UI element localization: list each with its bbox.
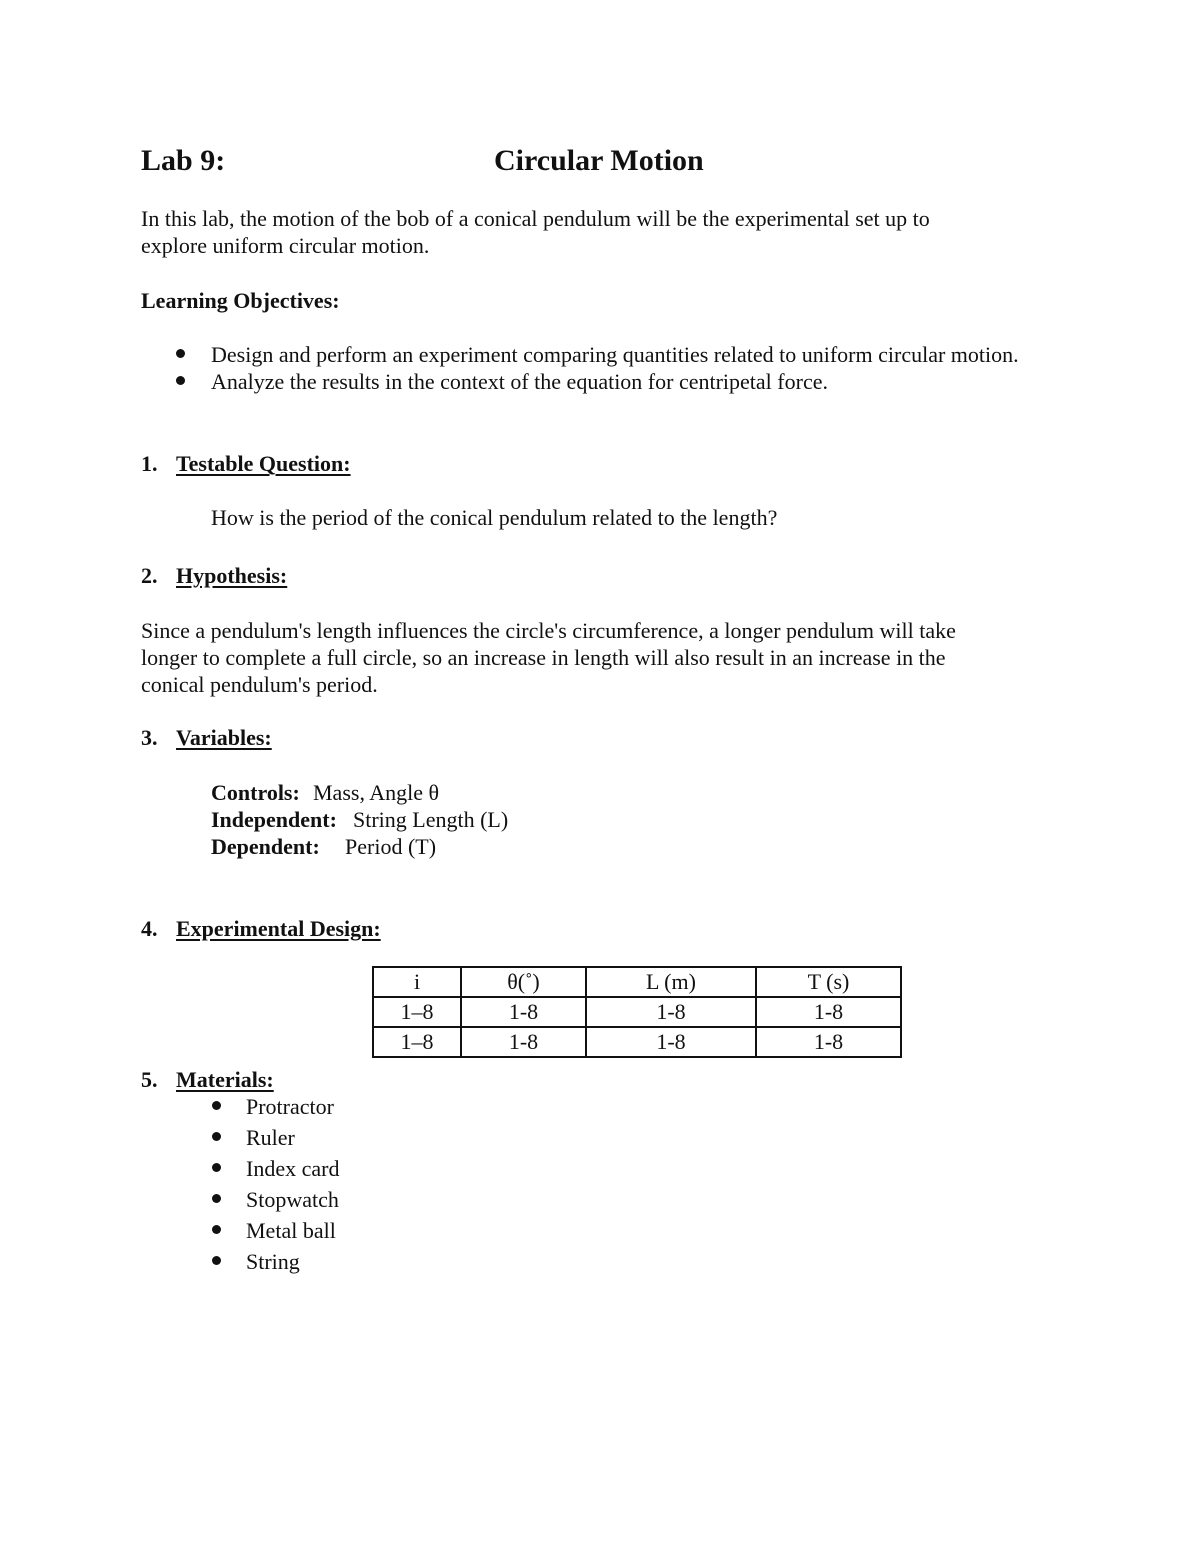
table-header-cell: L (m)	[586, 967, 756, 997]
experimental-design-table	[372, 966, 902, 1058]
table-cell: 1-8	[586, 1027, 756, 1057]
hypothesis-line-2: longer to complete a full circle, so an increase in length will also result in an increase in the	[141, 645, 946, 670]
experimental-design-heading: Experimental Design:	[176, 916, 381, 941]
bullet-icon	[212, 1132, 221, 1141]
table-row	[373, 1027, 901, 1057]
dependent-value: Period (T)	[345, 834, 437, 859]
objective-item: Analyze the results in the context of the equation for centripetal force.	[211, 369, 828, 394]
independent-label: Independent:	[211, 807, 337, 832]
bullet-icon	[212, 1163, 221, 1172]
bullet-icon	[212, 1256, 221, 1265]
intro-line-1: In this lab, the motion of the bob of a conical pendulum will be the experimental set up to	[141, 206, 930, 231]
bullet-icon	[212, 1225, 221, 1234]
hypothesis-line-3: conical pendulum's period.	[141, 672, 378, 697]
table-cell: 1-8	[756, 997, 901, 1027]
section-number: 1.	[141, 451, 158, 476]
testable-question-text: How is the period of the conical pendulum related to the length?	[211, 505, 778, 530]
controls-value: Mass, Angle θ	[313, 780, 440, 805]
table-header-row	[373, 967, 901, 997]
table-header-cell: T (s)	[756, 967, 901, 997]
material-item: Protractor	[246, 1094, 334, 1119]
section-number: 5.	[141, 1067, 158, 1092]
table-cell: 1-8	[586, 997, 756, 1027]
table-cell: 1-8	[461, 997, 586, 1027]
objectives-heading: Learning Objectives:	[141, 288, 340, 313]
bullet-icon	[176, 349, 185, 358]
section-number: 2.	[141, 563, 158, 588]
intro-line-2: explore uniform circular motion.	[141, 233, 430, 258]
table-cell: 1-8	[756, 1027, 901, 1057]
materials-heading: Materials:	[176, 1067, 274, 1092]
material-item: Metal ball	[246, 1218, 336, 1243]
section-number: 4.	[141, 916, 158, 941]
independent-value: String Length (L)	[353, 807, 509, 832]
material-item: Stopwatch	[246, 1187, 339, 1212]
controls-label: Controls:	[211, 780, 300, 805]
section-number: 3.	[141, 725, 158, 750]
table-row	[373, 997, 901, 1027]
dependent-label: Dependent:	[211, 834, 320, 859]
material-item: Ruler	[246, 1125, 295, 1150]
lab-number: Lab 9:	[141, 144, 226, 177]
hypothesis-line-1: Since a pendulum's length influences the circle's circumference, a longer pendulum will take	[141, 618, 956, 643]
material-item: Index card	[246, 1156, 340, 1181]
bullet-icon	[212, 1101, 221, 1110]
table-header-cell: θ(˚)	[461, 967, 586, 997]
material-item: String	[246, 1249, 300, 1274]
objective-item: Design and perform an experiment comparing quantities related to uniform circular motion.	[211, 342, 1019, 367]
bullet-icon	[212, 1194, 221, 1203]
variables-heading: Variables:	[176, 725, 272, 750]
table-cell: 1–8	[373, 1027, 461, 1057]
hypothesis-heading: Hypothesis:	[176, 563, 288, 588]
table-header-cell: i	[373, 967, 461, 997]
page-title: Circular Motion	[494, 144, 704, 177]
table-cell: 1–8	[373, 997, 461, 1027]
testable-question-heading: Testable Question:	[176, 451, 351, 476]
bullet-icon	[176, 376, 185, 385]
table-cell: 1-8	[461, 1027, 586, 1057]
